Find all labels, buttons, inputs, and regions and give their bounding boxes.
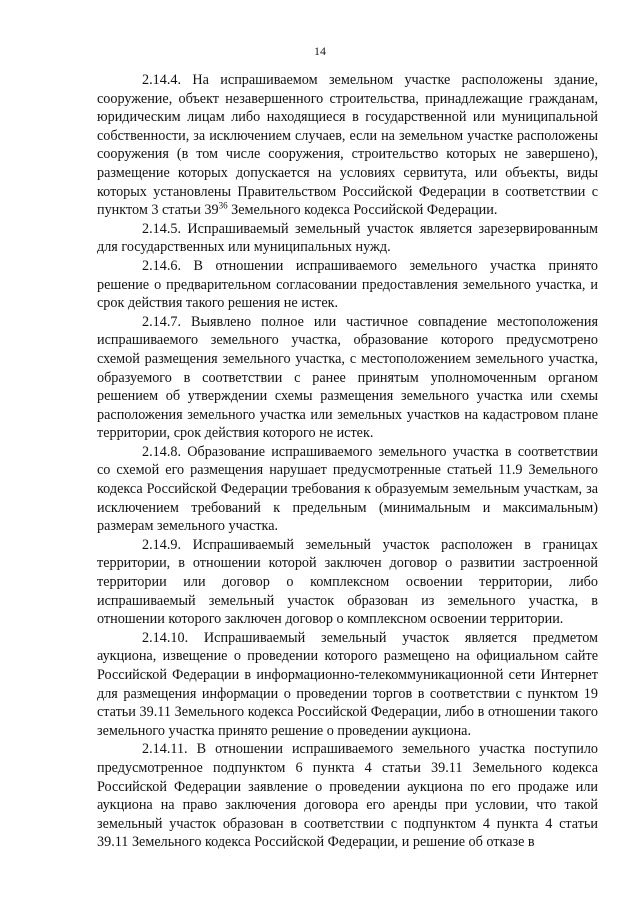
superscript: 36: [218, 200, 228, 211]
paragraph-2-14-7: 2.14.7. Выявлено полное или частичное совпадение местоположения испрашиваемого земельного участка, образование которого предусмотрено схемой размещения земельного участка, с местоположением земельного участка, образуемого в соответствии с ранее принятым уполномоченным органом решением об утверждении схемы размещения земельного участка или схемы расположения земельного участка или земельных участков на кадастровом плане территории, срок действия которого не истек.: [97, 313, 598, 442]
paragraph-2-14-5: 2.14.5. Испрашиваемый земельный участок является зарезервированным для государственных или муниципальных нужд.: [97, 220, 598, 256]
paragraph-2-14-9: 2.14.9. Испрашиваемый земельный участок расположен в границах территории, в отношении которой заключен договор о развитии застроенной территории или договор о комплексном освоении территории, либо испрашиваемый земельный участок образован из земельного участка, в отношении которого заключен договор о комплексном освоении территории.: [97, 536, 598, 628]
paragraph-2-14-11: 2.14.11. В отношении испрашиваемого земельного участка поступило предусмотренное подпунктом 6 пункта 4 статьи 39.11 Земельного кодекса Российской Федерации заявление о проведении аукциона по его продаже или аукциона на право заключения договора его аренды при условии, что такой земельный участок образован в соответствии с подпунктом 4 пункта 4 статьи 39.11 Земельного кодекса Российской Федерации, и решение об отказе в: [97, 741, 598, 851]
paragraph-text-continued: Земельного кодекса Российской Федерации.: [227, 202, 498, 219]
document-body: [97, 71, 598, 852]
paragraph-2-14-4: [97, 71, 598, 220]
page-number: 14: [314, 44, 326, 58]
paragraph-text: 2.14.4. На испрашиваемом земельном участке расположены здание, сооружение, объект незавершенного строительства, принадлежащие гражданам, юридическим лицам либо находящиеся в государственной или муниципальной собственности, за исключением случаев, если на земельном участке расположены сооружения (в том числе сооружения, строительство которых не завершено), размещение которых допускается на условиях сервитута, или объекты, виды которых установлены Правительством Российской Федерации в соответствии с пунктом 3 статьи 39: [97, 72, 598, 219]
paragraph-2-14-10: 2.14.10. Испрашиваемый земельный участок является предметом аукциона, извещение о проведении которого размещено на официальном сайте Российской Федерации в информационно-телекоммуникационной сети Интернет для размещения информации о проведении торгов в соответствии с пунктом 19 статьи 39.11 Земельного кодекса Российской Федерации, либо в отношении такого земельного участка принято решение о проведении аукциона.: [97, 629, 598, 739]
paragraph-2-14-8: 2.14.8. Образование испрашиваемого земельного участка в соответствии со схемой его размещения нарушает предусмотренные статьей 11.9 Земельного кодекса Российской Федерации требования к образуемым земельным участкам, за исключением требований к предельным (минимальным и максимальным) размерам земельного участка.: [97, 443, 598, 535]
paragraph-2-14-6: 2.14.6. В отношении испрашиваемого земельного участка принято решение о предварительном согласовании предоставления земельного участка, и срок действия такого решения не истек.: [97, 257, 598, 312]
